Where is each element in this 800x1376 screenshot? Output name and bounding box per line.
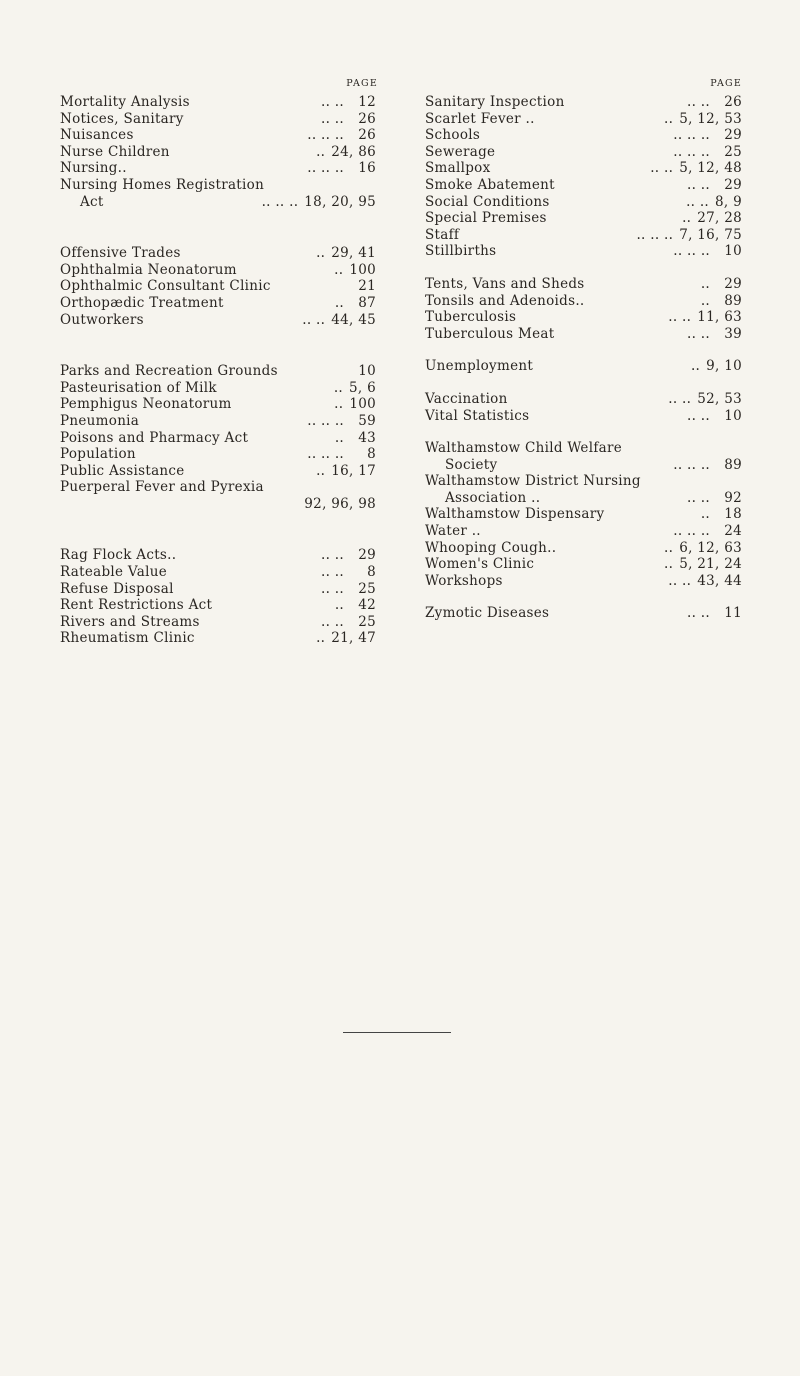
entry-label: Special Premises <box>425 210 547 227</box>
index-entry <box>425 210 750 227</box>
entry-label: Vital Statistics <box>425 407 530 424</box>
index-entry <box>60 177 390 194</box>
entry-leader: .. .. <box>687 489 710 506</box>
entry-leader: .. <box>334 597 344 614</box>
entry-pages: 29, 41 <box>331 245 376 262</box>
index-entry <box>425 523 750 540</box>
entry-label: Tuberculous Meat <box>425 325 555 342</box>
entry-pages: 5, 6 <box>349 379 376 396</box>
index-entry <box>425 144 750 161</box>
entry-label: Refuse Disposal <box>60 580 174 597</box>
entry-leader: .. <box>682 210 692 227</box>
entry-label: Parks and Recreation Grounds <box>60 363 278 380</box>
entry-label: Ophthalmia Neonatorum <box>60 261 237 278</box>
index-entry <box>425 540 750 557</box>
entry-leader: .. <box>700 275 710 292</box>
entry-leader: .. <box>700 506 710 523</box>
index-entry <box>60 463 390 480</box>
entry-leader: .. .. <box>650 160 674 177</box>
index-entry <box>425 94 750 111</box>
entry-pages: 24 <box>724 523 742 540</box>
entry-label: Vaccination <box>425 390 508 407</box>
entry-leader: .. .. <box>321 94 344 110</box>
entry-pages: 11 <box>724 605 742 622</box>
entry-leader: .. .. <box>668 572 692 589</box>
entry-label: Stillbirths <box>425 243 497 260</box>
entry-pages: 10 <box>358 363 376 380</box>
index-entry <box>425 276 750 293</box>
entry-pages: 24, 86 <box>331 143 376 160</box>
entry-pages: 87 <box>358 294 376 311</box>
entry-pages: 10 <box>724 407 742 424</box>
index-entry <box>60 630 390 647</box>
index-entry <box>60 581 390 598</box>
entry-label: Sanitary Inspection <box>425 94 565 110</box>
index-entry <box>60 564 390 581</box>
entry-leader: .. <box>316 630 326 647</box>
entry-label: Pasteurisation of Milk <box>60 379 217 396</box>
section-divider-rule <box>343 1032 451 1033</box>
entry-leader: .. .. .. <box>673 127 710 144</box>
entry-label: Whooping Cough.. <box>425 539 557 556</box>
entry-label: Rag Flock Acts.. <box>60 547 177 564</box>
entry-pages: 9, 10 <box>706 358 742 375</box>
entry-pages: 26 <box>358 110 376 127</box>
index-entry <box>425 573 750 590</box>
entry-label: Association .. <box>445 489 541 506</box>
entry-leader: .. .. .. <box>261 193 299 210</box>
entry-pages: 52, 53 <box>697 390 742 407</box>
entry-label: Smoke Abatement <box>425 176 555 193</box>
entry-leader: .. <box>690 358 701 375</box>
index-entry <box>60 245 390 262</box>
entry-leader: .. .. <box>687 407 710 424</box>
index-entry <box>60 547 390 564</box>
index-left-column <box>60 78 390 647</box>
entry-leader: .. .. <box>668 309 692 326</box>
entry-label: Outworkers <box>60 311 144 328</box>
index-entry <box>425 326 750 343</box>
entry-label: Society <box>445 456 498 473</box>
entry-leader: .. .. .. <box>673 143 710 160</box>
entry-leader: .. .. .. <box>307 127 344 144</box>
entry-label: Offensive Trades <box>60 245 181 262</box>
entry-leader: .. <box>664 556 674 573</box>
index-entry <box>425 127 750 144</box>
entry-pages: 44, 45 <box>331 311 376 328</box>
index-entry <box>60 597 390 614</box>
entry-pages: 8 <box>367 564 376 581</box>
index-entry <box>60 496 390 513</box>
entry-leader: .. <box>700 292 710 309</box>
index-entry <box>60 430 390 447</box>
entry-leader: .. .. <box>321 564 344 581</box>
index-entry <box>60 160 390 177</box>
index-entry <box>425 194 750 211</box>
entry-leader: .. <box>316 462 326 479</box>
entry-leader: .. .. <box>687 176 710 193</box>
entry-label: Mortality Analysis <box>60 94 190 110</box>
entry-leader: .. .. .. <box>673 243 710 260</box>
entry-label: Rent Restrictions Act <box>60 597 213 614</box>
entry-pages: 27, 28 <box>697 210 742 227</box>
entry-pages: 29 <box>724 127 742 144</box>
index-entry <box>425 490 750 507</box>
entry-pages: 29 <box>358 547 376 564</box>
index-entry <box>425 243 750 260</box>
entry-label: Women's Clinic <box>425 556 535 573</box>
page-column-header: PAGE <box>346 78 378 89</box>
index-entry <box>60 446 390 463</box>
entry-label: Rivers and Streams <box>60 613 200 630</box>
index-entry <box>60 413 390 430</box>
entry-leader: .. .. <box>687 94 710 110</box>
entry-leader: .. .. .. <box>636 226 674 243</box>
index-entry <box>425 556 750 573</box>
entry-leader: .. <box>333 379 344 396</box>
index-entry <box>60 363 390 380</box>
entry-leader: .. .. <box>321 613 344 630</box>
entry-pages: 100 <box>349 396 376 413</box>
index-entry <box>60 127 390 144</box>
entry-leader: .. .. .. <box>673 456 710 473</box>
entry-label: Nursing Homes Registration <box>60 176 265 193</box>
entry-leader: .. .. <box>687 325 710 342</box>
entry-label: Staff <box>425 226 460 243</box>
entry-leader: .. .. <box>668 390 692 407</box>
entry-label: Nursing.. <box>60 160 127 177</box>
entry-leader: .. .. <box>302 311 326 328</box>
entry-leader: .. <box>316 143 326 160</box>
entry-pages: 26 <box>358 127 376 144</box>
entry-label: Water .. <box>425 523 481 540</box>
entry-pages: 5, 12, 48 <box>679 160 742 177</box>
index-entry <box>60 194 390 211</box>
entry-leader: .. .. .. <box>307 412 344 429</box>
entry-label: Nuisances <box>60 127 134 144</box>
index-entry <box>425 358 750 375</box>
entry-label: Unemployment <box>425 358 534 375</box>
entry-pages: 18, 20, 95 <box>304 193 376 210</box>
entry-label: Nurse Children <box>60 143 170 160</box>
entry-label: Scarlet Fever .. <box>425 110 535 127</box>
entry-pages: 11, 63 <box>697 309 742 326</box>
entry-leader: .. .. <box>686 193 710 210</box>
entry-label: Tuberculosis <box>425 309 517 326</box>
entry-pages: 8 <box>367 446 376 463</box>
index-entry <box>425 293 750 310</box>
entry-label: Workshops <box>425 572 503 589</box>
entry-pages: 25 <box>358 613 376 630</box>
entry-label: Ophthalmic Consultant Clinic <box>60 278 271 295</box>
entry-label: Pneumonia <box>60 412 140 429</box>
entry-pages: 16 <box>358 160 376 177</box>
page-column-header: PAGE <box>710 78 742 89</box>
entry-pages: 92, 96, 98 <box>304 495 376 512</box>
entry-pages: 100 <box>349 261 376 278</box>
entry-pages: 7, 16, 75 <box>679 226 742 243</box>
index-entry <box>425 309 750 326</box>
entry-pages: 59 <box>358 412 376 429</box>
entry-label: Rheumatism Clinic <box>60 630 195 647</box>
entry-label: Population <box>60 446 136 463</box>
entry-label: Walthamstow Child Welfare <box>425 440 623 457</box>
index-entry <box>60 278 390 295</box>
entry-leader: .. .. <box>321 547 344 564</box>
entry-pages: 18 <box>724 506 742 523</box>
entry-pages: 92 <box>724 489 742 506</box>
index-entry <box>425 408 750 425</box>
entry-label: Pemphigus Neonatorum <box>60 396 232 413</box>
entry-leader: .. <box>334 429 344 446</box>
entry-label: Public Assistance <box>60 462 185 479</box>
entry-label: Act <box>80 193 104 210</box>
index-entry <box>60 479 390 496</box>
index-entry <box>425 457 750 474</box>
index-entry <box>60 262 390 279</box>
entry-pages: 21 <box>358 278 376 295</box>
entry-leader: .. <box>316 245 326 262</box>
entry-label: Puerperal Fever and Pyrexia <box>60 479 264 496</box>
entry-leader: .. <box>334 261 344 278</box>
entry-label: Zymotic Diseases <box>425 605 550 622</box>
entry-pages: 12 <box>358 94 376 110</box>
entry-label: Walthamstow District Nursing <box>425 473 641 490</box>
index-entry <box>60 144 390 161</box>
index-entry <box>425 177 750 194</box>
entry-pages: 26 <box>724 94 742 110</box>
entry-pages: 42 <box>358 597 376 614</box>
index-entry <box>425 391 750 408</box>
index-entry <box>425 473 750 490</box>
entry-pages: 5, 21, 24 <box>679 556 742 573</box>
entry-pages: 25 <box>358 580 376 597</box>
entry-leader: .. <box>664 110 674 127</box>
entry-pages: 43 <box>358 429 376 446</box>
entry-pages: 8, 9 <box>715 193 742 210</box>
index-entry <box>60 94 390 111</box>
index-entry <box>60 295 390 312</box>
index-entry <box>60 111 390 128</box>
entry-pages: 39 <box>724 325 742 342</box>
entry-label: Tents, Vans and Sheds <box>425 275 585 292</box>
entry-label: Notices, Sanitary <box>60 110 184 127</box>
entry-label: Sewerage <box>425 143 496 160</box>
entry-leader: .. .. <box>321 580 344 597</box>
entry-pages: 43, 44 <box>697 572 742 589</box>
entry-leader: .. .. .. <box>673 523 710 540</box>
entry-label: Smallpox <box>425 160 491 177</box>
entry-label: Rateable Value <box>60 564 167 581</box>
entry-label: Schools <box>425 127 481 144</box>
entry-label: Orthopædic Treatment <box>60 294 224 311</box>
entry-leader: .. <box>664 539 674 556</box>
entry-label: Walthamstow Dispensary <box>425 506 605 523</box>
index-entry <box>425 160 750 177</box>
index-right-column <box>425 78 750 622</box>
entry-label: Social Conditions <box>425 193 550 210</box>
entry-pages: 29 <box>724 176 742 193</box>
index-entry <box>60 614 390 631</box>
entry-pages: 6, 12, 63 <box>679 539 742 556</box>
entry-leader: .. .. .. <box>307 446 344 463</box>
entry-pages: 89 <box>724 292 742 309</box>
entry-pages: 21, 47 <box>331 630 376 647</box>
entry-pages: 10 <box>724 243 742 260</box>
index-entry <box>60 380 390 397</box>
index-entry <box>425 506 750 523</box>
entry-leader: .. .. <box>321 110 344 127</box>
index-entry <box>425 111 750 128</box>
entry-leader: .. .. .. <box>307 160 344 177</box>
entry-pages: 89 <box>724 456 742 473</box>
entry-leader: .. .. <box>687 605 710 622</box>
entry-pages: 16, 17 <box>331 462 376 479</box>
index-entry <box>425 605 750 622</box>
entry-label: Poisons and Pharmacy Act <box>60 429 249 446</box>
index-entry <box>60 396 390 413</box>
entry-pages: 5, 12, 53 <box>679 110 742 127</box>
index-entry <box>60 312 390 329</box>
index-entry <box>425 440 750 457</box>
entry-pages: 25 <box>724 143 742 160</box>
entry-leader: .. <box>334 294 344 311</box>
entry-pages: 29 <box>724 275 742 292</box>
entry-label: Tonsils and Adenoids.. <box>425 292 585 309</box>
entry-leader: .. <box>334 396 344 413</box>
index-entry <box>425 227 750 244</box>
